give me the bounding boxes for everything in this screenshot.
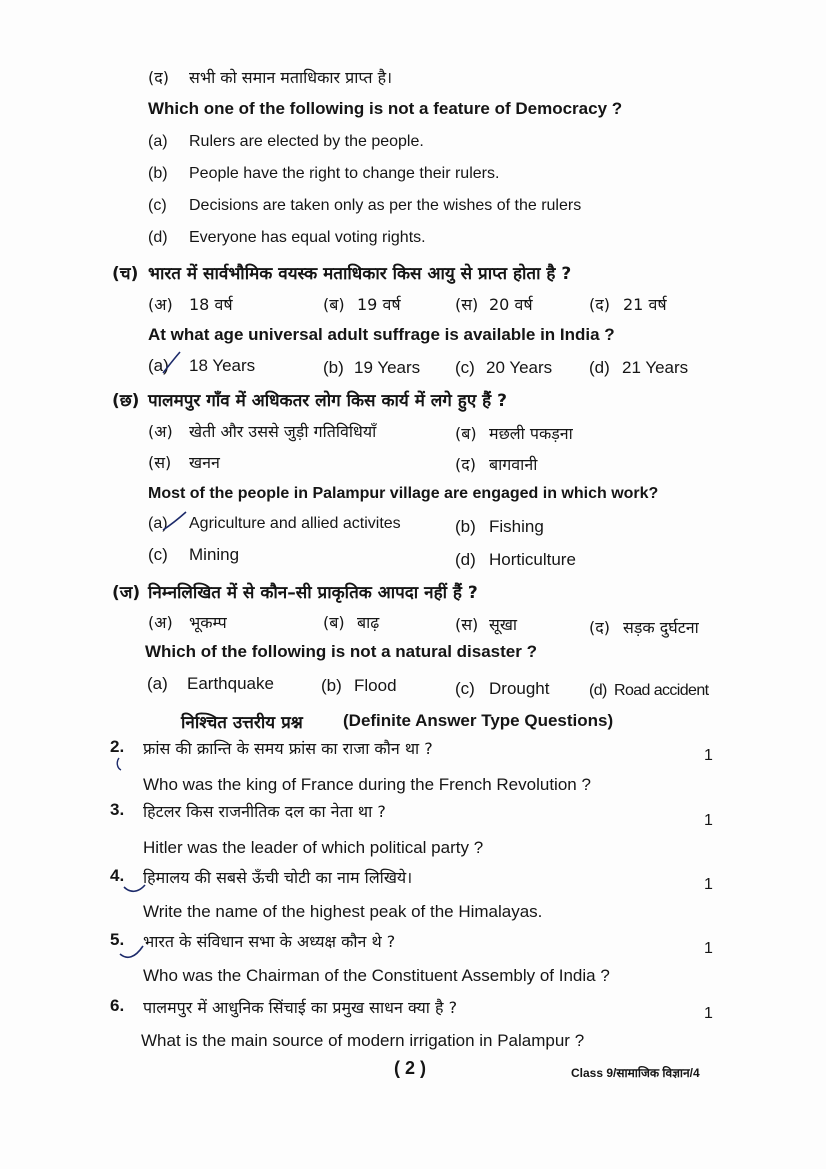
section-heading-english: (Definite Answer Type Questions) xyxy=(343,711,614,730)
question-text: Who was the king of France during the French Revolution ? xyxy=(143,775,591,794)
option-label: (b) xyxy=(323,358,344,377)
option-text: बागवानी xyxy=(489,455,538,474)
tick-mark-icon xyxy=(120,946,143,957)
option-label: (d) xyxy=(455,550,476,569)
tick-mark-icon xyxy=(117,758,121,770)
option-text: 20 वर्ष xyxy=(489,295,533,314)
option-text: Flood xyxy=(354,676,397,695)
question-text: Who was the Chairman of the Constituent Assembly of India ? xyxy=(143,966,610,985)
option-label: (a) xyxy=(148,515,168,532)
option-text: Rulers are elected by the people. xyxy=(189,133,424,150)
question-number: 5. xyxy=(110,930,125,949)
question-number: 2. xyxy=(110,737,125,756)
question-text-hindi: फ्रांस की क्रान्ति के समय फ्रांस का राजा कौन था ? xyxy=(143,739,433,758)
question-number: (ज) xyxy=(112,583,141,603)
option-label: (द) xyxy=(589,295,610,314)
option-text: 20 Years xyxy=(486,358,553,377)
option-text: मछली पकड़ना xyxy=(489,424,573,443)
question-marks: 1 xyxy=(704,940,713,957)
option-label: (द) xyxy=(589,618,610,637)
option-label: (c) xyxy=(455,358,475,377)
question-number: (छ) xyxy=(112,391,140,411)
option-text: भूकम्प xyxy=(189,613,227,632)
question-text-hindi: पालमपुर में आधुनिक सिंचाई का प्रमुख साधन क्या है ? xyxy=(143,998,458,1017)
option-label: (ब) xyxy=(323,613,345,632)
paper-code: Class 9/सामाजिक विज्ञान/4 xyxy=(571,1066,700,1080)
option-label: (c) xyxy=(148,197,167,214)
option-text: खेती और उससे जुड़ी गतिविधियाँ xyxy=(189,422,377,441)
question-text: What is the main source of modern irrigation in Palampur ? xyxy=(141,1031,585,1050)
option-text: Fishing xyxy=(489,517,544,536)
page-number: ( 2 ) xyxy=(394,1058,427,1078)
option-text: सड़क दुर्घटना xyxy=(623,618,699,637)
option-text: Road accident xyxy=(614,682,709,699)
option-label: (स) xyxy=(455,615,479,634)
question-marks: 1 xyxy=(704,812,713,829)
option-label: (द) xyxy=(148,68,169,87)
option-text: Everyone has equal voting rights. xyxy=(189,229,426,246)
option-text: Decisions are taken only as per the wishes of the rulers xyxy=(189,197,582,214)
tick-mark-icon xyxy=(163,352,180,373)
option-label: (ब) xyxy=(455,424,477,443)
option-label: (ब) xyxy=(323,295,345,314)
section-heading-hindi: निश्चित उत्तरीय प्रश्न xyxy=(181,713,303,733)
option-text: 18 वर्ष xyxy=(189,295,233,314)
option-text: 19 वर्ष xyxy=(357,295,401,314)
option-text: People have the right to change their rulers. xyxy=(189,165,500,182)
question-text-hindi: भारत के संविधान सभा के अध्यक्ष कौन थे ? xyxy=(143,932,396,951)
option-label: (अ) xyxy=(148,422,173,441)
option-label: (b) xyxy=(148,165,168,182)
question-text-hindi: हिमालय की सबसे ऊँची चोटी का नाम लिखिये। xyxy=(143,868,413,887)
question-number: 4. xyxy=(110,866,125,885)
option-text: सभी को समान मताधिकार प्राप्त है। xyxy=(189,68,393,87)
option-label: (स) xyxy=(455,295,479,314)
option-text: Mining xyxy=(189,545,240,564)
question-text: Most of the people in Palampur village are engaged in which work? xyxy=(148,485,659,502)
question-text: Which one of the following is not a feature of Democracy ? xyxy=(148,99,623,118)
option-label: (द) xyxy=(455,455,476,474)
option-label: (a) xyxy=(148,356,169,375)
question-text-hindi: भारत में सार्वभौमिक वयस्क मताधिकार किस आयु से प्राप्त होता है ? xyxy=(148,264,572,284)
option-label: (अ) xyxy=(148,295,173,314)
option-text: Drought xyxy=(489,679,550,698)
question-number: (च) xyxy=(112,264,139,284)
option-text: 18 Years xyxy=(189,356,256,375)
option-text: खनन xyxy=(189,453,220,472)
option-text: Agriculture and allied activites xyxy=(189,515,401,532)
option-label: (c) xyxy=(455,679,475,698)
question-text-hindi: निम्नलिखित में से कौन–सी प्राकृतिक आपदा नहीं हैं ? xyxy=(148,583,478,603)
option-label: (स) xyxy=(148,453,172,472)
question-marks: 1 xyxy=(704,747,713,764)
tick-mark-icon xyxy=(124,885,145,891)
question-marks: 1 xyxy=(704,1005,713,1022)
question-text: Which of the following is not a natural disaster ? xyxy=(145,642,537,661)
option-label: (d) xyxy=(148,229,168,246)
option-label: (a) xyxy=(147,674,168,693)
option-label: (अ) xyxy=(148,613,173,632)
option-text: 21 Years xyxy=(622,358,689,377)
option-label: (b) xyxy=(455,517,476,536)
option-label: (d) xyxy=(589,682,607,699)
question-number: 6. xyxy=(110,996,125,1015)
option-label: (d) xyxy=(589,358,610,377)
tick-mark-icon xyxy=(163,512,186,530)
option-label: (c) xyxy=(148,545,168,564)
option-text: 21 वर्ष xyxy=(623,295,667,314)
question-marks: 1 xyxy=(704,876,713,893)
question-text: Write the name of the highest peak of the Himalayas. xyxy=(143,902,543,921)
option-text: Horticulture xyxy=(489,550,576,569)
option-label: (a) xyxy=(148,133,168,150)
option-text: सूखा xyxy=(489,615,518,634)
option-text: बाढ़ xyxy=(357,613,380,632)
question-text-hindi: हिटलर किस राजनीतिक दल का नेता था ? xyxy=(143,802,386,821)
question-text: Hitler was the leader of which political party ? xyxy=(143,838,484,857)
question-number: 3. xyxy=(110,800,125,819)
option-text: 19 Years xyxy=(354,358,421,377)
question-text: At what age universal adult suffrage is available in India ? xyxy=(148,325,615,344)
option-label: (b) xyxy=(321,676,342,695)
option-text: Earthquake xyxy=(187,674,274,693)
question-text-hindi: पालमपुर गाँव में अधिकतर लोग किस कार्य में लगे हुए हैं ? xyxy=(148,391,507,411)
